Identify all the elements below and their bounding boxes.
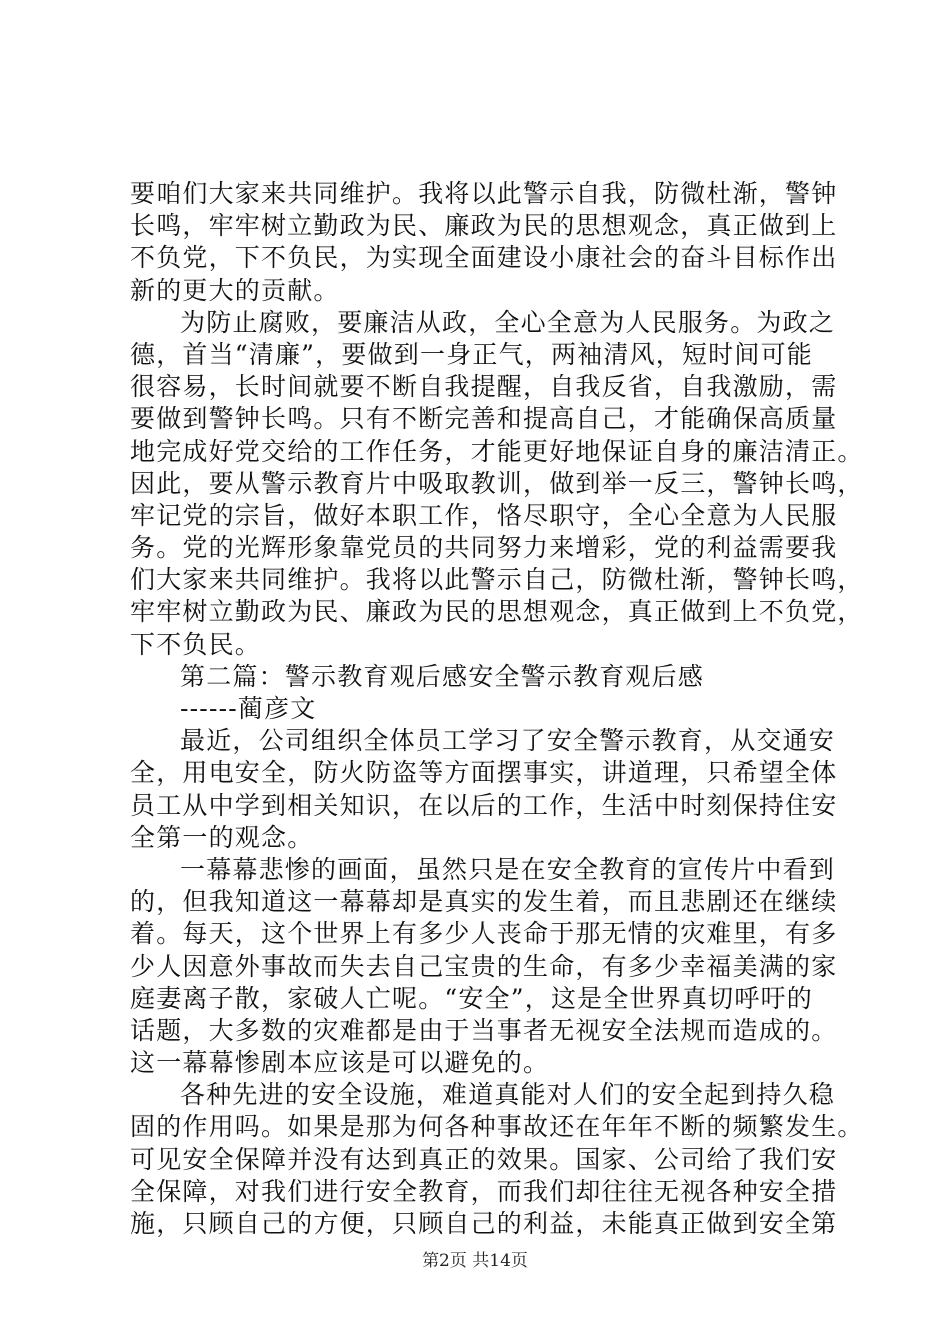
text-line: 下不负民。 [130, 629, 262, 659]
text-line: 一幕幕悲惨的画面，虽然只是在安全教育的宣传片中看到 [180, 854, 836, 884]
text-line: 地完成好党交给的工作任务，才能更好地保证自身的廉洁清正。 [130, 436, 864, 466]
document-body [130, 178, 864, 1240]
text-line: 各种先进的安全设施，难道真能对人们的安全起到持久稳 [180, 1080, 836, 1110]
text-line: 的，但我知道这一幕幕却是真实的发生着，而且悲剧还在继续 [130, 887, 838, 917]
text-line: 全保障，对我们进行安全教育，而我们却往往无视各种安全措 [130, 1176, 838, 1206]
text-line: 们大家来共同维护。我将以此警示自己，防微杜渐，警钟长鸣， [130, 565, 864, 595]
text-line: 全，用电安全，防火防盗等方面摆事实，讲道理，只希望全体 [130, 758, 838, 788]
text-line: 为防止腐败，要廉洁从政，全心全意为人民服务。为政之 [180, 307, 836, 337]
text-line: 着。每天，这个世界上有多少人丧命于那无情的灾难里，有多 [130, 919, 838, 949]
text-line: 长鸣，牢牢树立勤政为民、廉政为民的思想观念，真正做到上 [130, 211, 838, 241]
text-line: 牢记党的宗旨，做好本职工作，恪尽职守，全心全意为人民服 [130, 500, 838, 530]
text-line: 务。党的光辉形象靠党员的共同努力来增彩，党的利益需要我 [130, 533, 838, 563]
text-line: 牢牢树立勤政为民、廉政为民的思想观念，真正做到上不负党， [130, 597, 864, 627]
page-number-footer: 第2页 共14页 [422, 1251, 528, 1271]
text-line: 少人因意外事故而失去自己宝贵的生命，有多少幸福美满的家 [130, 951, 838, 981]
text-line: 因此，要从警示教育片中吸取教训，做到举一反三，警钟长鸣， [130, 468, 864, 498]
text-line: 德，首当“清廉”，要做到一身正气，两袖清风，短时间可能 [130, 339, 813, 369]
text-line: 这一幕幕惨剧本应该是可以避免的。 [130, 1048, 550, 1078]
text-line: 要做到警钟长鸣。只有不断完善和提高自己，才能确保高质量 [130, 404, 838, 434]
text-line: 最近，公司组织全体员工学习了安全警示教育，从交通安 [180, 726, 836, 756]
text-line: 员工从中学到相关知识，在以后的工作，生活中时刻保持住安 [130, 790, 838, 820]
text-line: 第二篇：警示教育观后感安全警示教育观后感 [180, 661, 705, 691]
text-line: 固的作用吗。如果是那为何各种事故还在年年不断的频繁发生。 [130, 1112, 864, 1142]
text-line: 要咱们大家来共同维护。我将以此警示自我，防微杜渐，警钟 [130, 179, 838, 208]
text-line: 很容易，长时间就要不断自我提醒，自我反省，自我激励，需 [130, 372, 838, 402]
text-line: 可见安全保障并没有达到真正的效果。国家、公司给了我们安 [130, 1144, 838, 1174]
text-line: 庭妻离子散，家破人亡呢。“安全”，这是全世界真切呼吁的 [130, 983, 813, 1013]
text-line: 施，只顾自己的方便，只顾自己的利益，未能真正做到安全第 [130, 1209, 838, 1238]
text-line: ------蔺彦文 [180, 694, 317, 723]
text-line: 话题，大多数的灾难都是由于当事者无视安全法规而造成的。 [130, 1015, 838, 1045]
text-line: 不负党，下不负民，为实现全面建设小康社会的奋斗目标作出 [130, 243, 838, 273]
text-line: 全第一的观念。 [130, 822, 314, 852]
text-line: 新的更大的贡献。 [130, 275, 340, 305]
